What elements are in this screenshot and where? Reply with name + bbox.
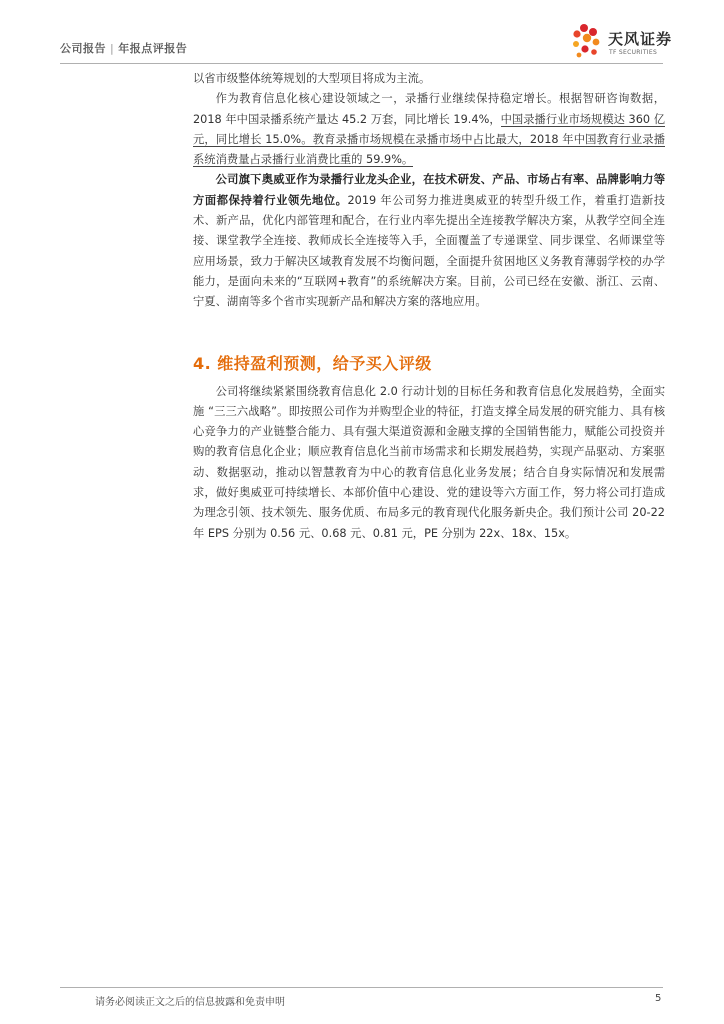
header-divider	[60, 63, 663, 64]
page-number: 5	[655, 993, 662, 1004]
header-separator: |	[110, 42, 115, 55]
report-type: 公司报告	[60, 42, 106, 55]
recording-market-highlight: 中国录播行业市场规模达 360 亿元，同比增长 15.0%。教育录播市场规模在录播市场中占比最大，2018 年中国教育行业录播系统消费量占录播行业消费比重的 59.9%。	[193, 112, 666, 167]
aoweiya-lead-text: 公司旗下奥威亚作为录播行业龙头企业，在技术研发、产品、市场占有率、品牌影响力等方面都保持着行业领先地位。	[193, 173, 665, 207]
report-body	[193, 69, 665, 544]
flower-logo-icon	[568, 22, 606, 62]
paragraph-forecast: 公司将继续紧紧围绕教育信息化 2.0 行动计划的目标任务和教育信息化发展趋势，全面实施 “三三六战略”。即按照公司作为并购型企业的特征，打造支撑全局发展的研究能力、具有核心竞争力的产业链整合能力、具有强大渠道资源和金融支撑的全国销售能力，赋能公司投资并购的教育信息化企业；顺应教育信息化当前市场需求和长期发展趋势，实现产品驱动、方案驱动、数据驱动，推动以智慧教育为中心的教育信息化业务发展；结合自身实际情况和发展需求，做好奥威亚可持续增长、本部价值中心建设、党的建设等六方面工作，努力将公司打造成为理念引领、技术领先、服务优质、布局多元的教育现代化服务新央企。我们预计公司 20-22 年 EPS 分别为 0.56 元、0.68 元、0.81 元，PE 分别为 22x、18x、15x。	[193, 384, 665, 540]
paragraph-recording-market	[193, 89, 665, 170]
paragraph-intro: 以省市级整体统筹规划的大型项目将成为主流。	[193, 72, 431, 85]
company-logo	[568, 22, 678, 62]
report-subtype: 年报点评报告	[118, 42, 188, 55]
footer-divider	[60, 987, 663, 988]
section-title: 4. 维持盈利预测，给予买入评级	[193, 353, 432, 373]
disclaimer-text: 请务必阅读正文之后的信息披露和免责申明	[95, 997, 285, 1008]
report-type-label	[60, 40, 187, 56]
logo-chinese-name: 天风证券	[608, 30, 673, 48]
logo-english-name: TF SECURITIES	[609, 49, 658, 56]
recording-market-text: 作为教育信息化核心建设领域之一，录播行业继续保持稳定增长。根据智研咨询数据，2018 年中国录播系统产量达 45.2 万套，同比增长 19.4%，	[193, 92, 665, 126]
paragraph-aoweiya	[193, 170, 665, 312]
aoweiya-detail-text: 2019 年公司努力推进奥威亚的转型升级工作，着重打造新技术、新产品，优化内部管理和配合，在行业内率先提出全连接教学解决方案，从教学空间全连接、课堂教学全连接、教师成长全连接等入手，全面覆盖了专递课堂、同步课堂、名师课堂等应用场景，致力于解决区域教育发展不均衡问题，全面提升贫困地区义务教育薄弱学校的办学能力，是面向未来的“互联网+教育”的系统解决方案。目前，公司已经在安徽、浙江、云南、宁夏、湖南等多个省市实现新产品和解决方案的落地应用。	[193, 193, 665, 309]
